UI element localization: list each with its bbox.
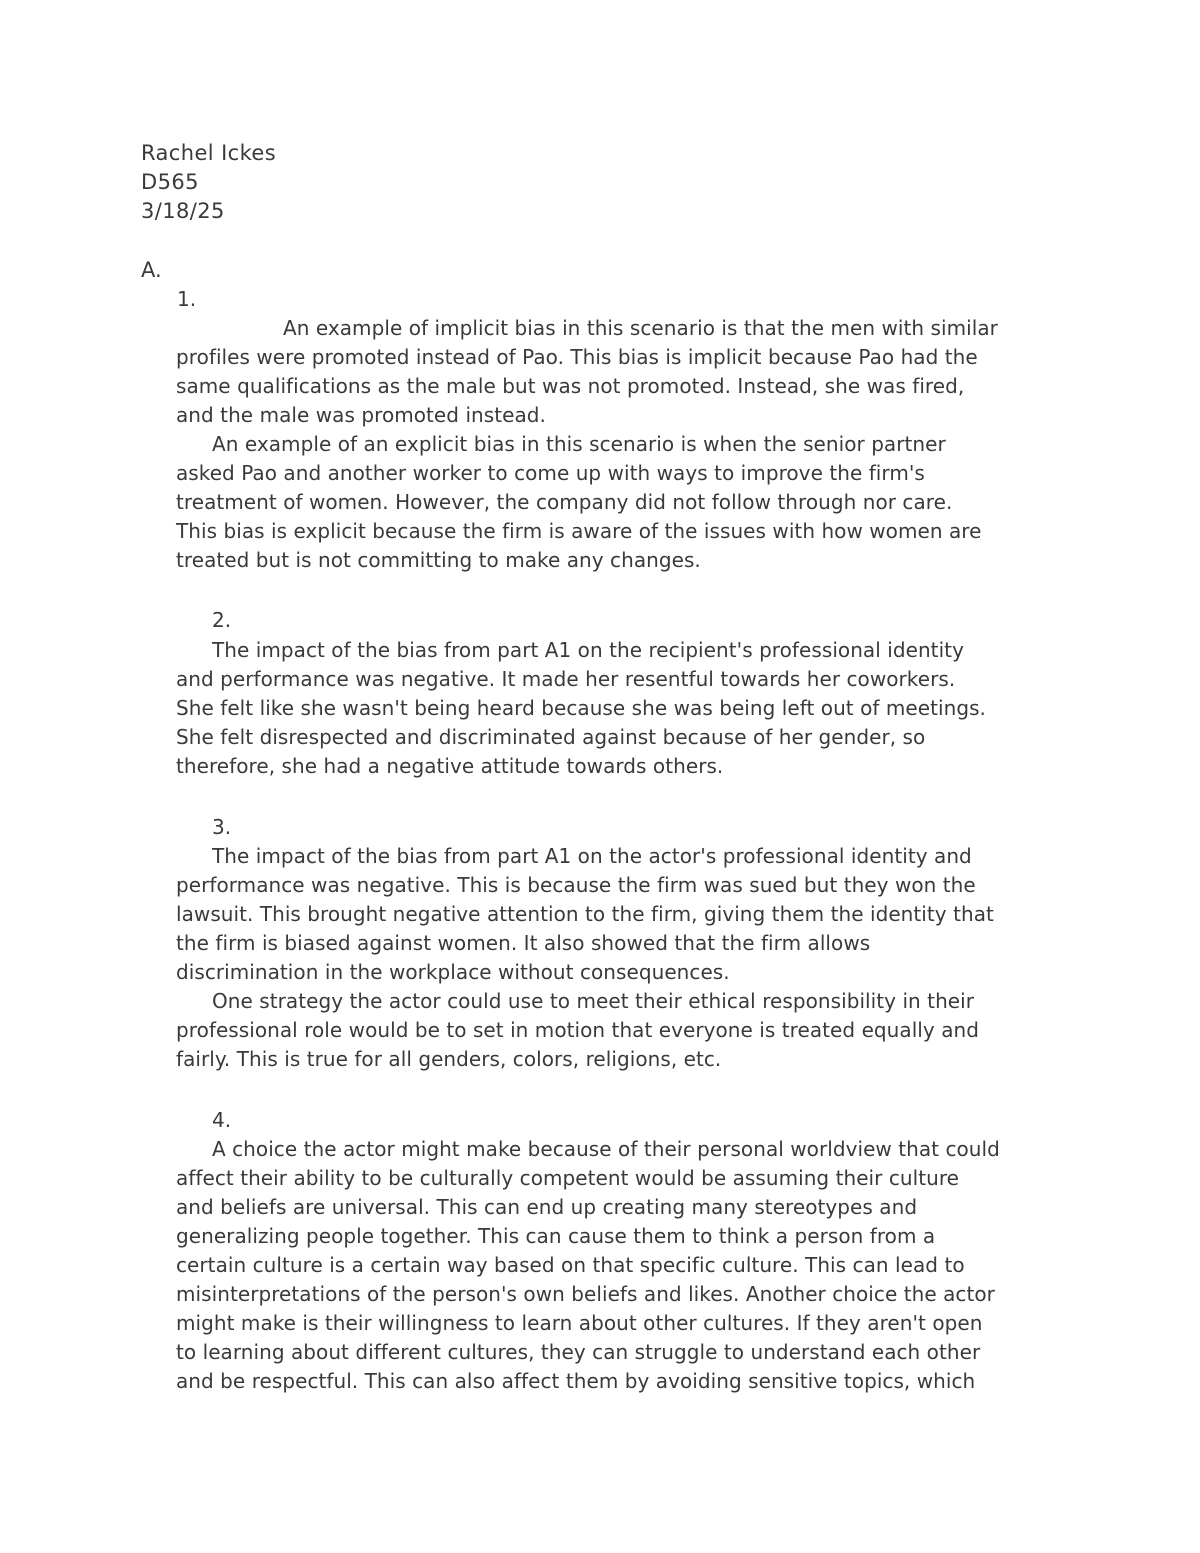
document-date: 3/18/25 <box>141 199 225 223</box>
paragraph-line: The impact of the bias from part A1 on the actor's professional identity and <box>212 844 972 868</box>
paragraph-line: A choice the actor might make because of their personal worldview that could <box>212 1137 1000 1161</box>
paragraph-line: the firm is biased against women. It also showed that the firm allows <box>176 931 871 955</box>
section-heading: A. <box>141 258 162 282</box>
paragraph-line: performance was negative. This is because the firm was sued but they won the <box>176 873 976 897</box>
paragraph-line: profiles were promoted instead of Pao. This bias is implicit because Pao had the <box>176 345 978 369</box>
paragraph-line: She felt like she wasn't being heard because she was being left out of meetings. <box>176 696 986 720</box>
paragraph-line: might make is their willingness to learn about other cultures. If they aren't open <box>176 1311 983 1335</box>
paragraph-line: One strategy the actor could use to meet their ethical responsibility in their <box>212 989 975 1013</box>
paragraph-line: discrimination in the workplace without consequences. <box>176 960 730 984</box>
paragraph-line: fairly. This is true for all genders, colors, religions, etc. <box>176 1047 722 1071</box>
paragraph-line: This bias is explicit because the firm is aware of the issues with how women are <box>176 519 982 543</box>
paragraph-line: treated but is not committing to make any changes. <box>176 548 701 572</box>
paragraph-line: lawsuit. This brought negative attention to the firm, giving them the identity that <box>176 902 994 926</box>
item-number: 4. <box>212 1108 232 1132</box>
paragraph-line: and beliefs are universal. This can end up creating many stereotypes and <box>176 1195 918 1219</box>
paragraph-line: certain culture is a certain way based on that specific culture. This can lead to <box>176 1253 965 1277</box>
paragraph-line: The impact of the bias from part A1 on the recipient's professional identity <box>212 638 964 662</box>
paragraph-line: asked Pao and another worker to come up with ways to improve the firm's <box>176 461 925 485</box>
paragraph-line: same qualifications as the male but was not promoted. Instead, she was fired, <box>176 374 965 398</box>
paragraph-line: treatment of women. However, the company did not follow through nor care. <box>176 490 953 514</box>
author-name: Rachel Ickes <box>141 141 277 165</box>
paragraph-line: misinterpretations of the person's own beliefs and likes. Another choice the actor <box>176 1282 995 1306</box>
paragraph-line: generalizing people together. This can cause them to think a person from a <box>176 1224 936 1248</box>
paragraph-line: An example of an explicit bias in this scenario is when the senior partner <box>212 432 946 456</box>
item-number: 1. <box>177 287 197 311</box>
paragraph-line: and the male was promoted instead. <box>176 403 546 427</box>
item-number: 2. <box>212 608 232 632</box>
paragraph-line: An example of implicit bias in this scenario is that the men with similar <box>283 316 998 340</box>
paragraph-line: and performance was negative. It made her resentful towards her coworkers. <box>176 667 956 691</box>
paragraph-line: therefore, she had a negative attitude towards others. <box>176 754 724 778</box>
paragraph-line: She felt disrespected and discriminated against because of her gender, so <box>176 725 926 749</box>
paragraph-line: and be respectful. This can also affect them by avoiding sensitive topics, which <box>176 1369 976 1393</box>
course-code: D565 <box>141 170 199 194</box>
paragraph-line: professional role would be to set in motion that everyone is treated equally and <box>176 1018 979 1042</box>
paragraph-line: affect their ability to be culturally competent would be assuming their culture <box>176 1166 960 1190</box>
paragraph-line: to learning about different cultures, they can struggle to understand each other <box>176 1340 981 1364</box>
item-number: 3. <box>212 815 232 839</box>
